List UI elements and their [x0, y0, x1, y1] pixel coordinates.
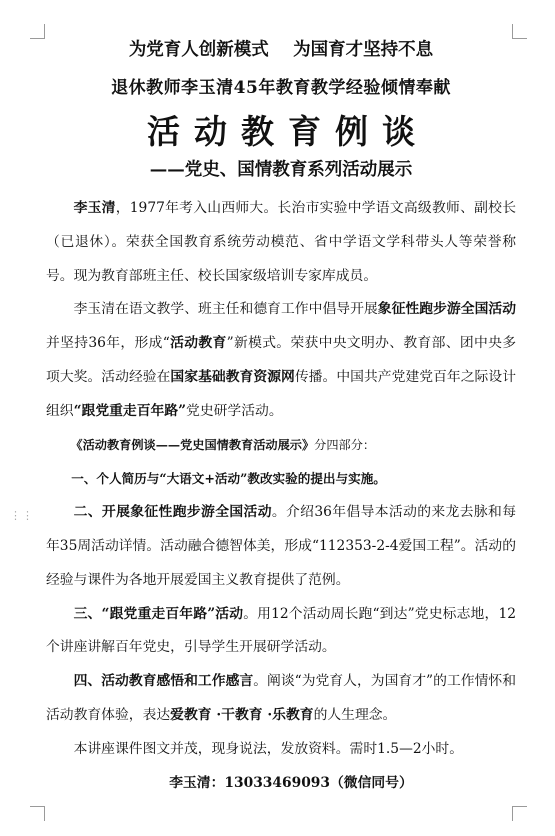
- crop-mark-top-right: [512, 24, 527, 39]
- document-page: [46, 38, 516, 800]
- achievements-bold-1: 象征性跑步游全国活动: [377, 301, 517, 318]
- part-4-text-1: 。阐谈“为党育人，为国育才”的工作情怀和活动教育体验，表达: [46, 673, 517, 723]
- achievements-text-1: 李玉清在语文教学、班主任和德育工作中倡导开展: [73, 301, 378, 318]
- drag-handle-icon[interactable]: ⋮⋮: [10, 509, 34, 522]
- part-3-heading: 三、“跟党重走百年路”活动: [73, 605, 244, 622]
- paragraph-bio: [46, 192, 516, 293]
- paragraph-part-3: [46, 598, 516, 666]
- achievements-text-5: 党史研学活动。: [186, 402, 283, 419]
- document-subtitle: ——党史、国情教育系列活动展示: [149, 160, 413, 180]
- document-title: 活动教育例谈: [147, 112, 429, 151]
- achievements-bold-2: 活动教育: [169, 335, 227, 352]
- achievements-text-2: 并坚持36年，形成“: [46, 335, 170, 352]
- paragraph-outline-intro: [46, 429, 516, 463]
- part-1-heading: 一、个人简历与“大语文+活动”教改实验的提出与实施。: [71, 471, 386, 487]
- crop-mark-bottom-right: [512, 806, 527, 821]
- outline-title: 《活动教育例谈——党史国情教育活动展示》: [70, 437, 315, 452]
- header-line-2: 退休教师李玉清45年教育教学经验倾情奉献: [111, 78, 451, 98]
- bio-text: ，1977年考入山西师大。长治市实验中学语文高级教师、副校长（已退休）。荣获全国教育系统劳动模范、省中学语文学科带头人等荣誉称号。现为教育部班主任、校长国家级培训专家库成员。: [46, 200, 516, 284]
- contact-info: 李玉清：13033469093（微信同号）: [169, 774, 413, 791]
- part-2-text: 。介绍36年倡导本活动的来龙去脉和每年35周活动详情。活动融合德智体美，形成“112353-2-4爱国工程”。活动的经验与课件为各地开展爱国主义教育提供了范例。: [46, 504, 516, 588]
- paragraph-part-1: [46, 462, 516, 496]
- header-line-1: 为党育人创新模式 为国育才坚持不息: [128, 40, 434, 60]
- lecture-note-text: 本讲座课件图文并茂，现身说法，发放资料。需时1.5—2小时。: [73, 740, 464, 757]
- crop-mark-top-left: [30, 24, 45, 39]
- paragraph-part-4: [46, 665, 516, 733]
- part-3-text: 。用12个活动周长跑“到达”党史标志地，12个讲座讲解百年党史，引导学生开展研学活动。: [46, 605, 517, 656]
- crop-mark-bottom-left: [30, 806, 45, 821]
- paragraph-achievements: [46, 293, 516, 428]
- achievements-text-3: ”新模式。荣获中央文明办、教育部、团中央多项大奖。活动经验在: [46, 335, 517, 385]
- achievements-text-4: 传播。中国共产党建党百年之际设计组织: [46, 368, 517, 419]
- part-2-heading: 二、开展象征性跑步游全国活动: [73, 504, 272, 521]
- paragraph-lecture-note: [46, 733, 516, 767]
- achievements-bold-4: “跟党重走百年路”: [73, 402, 187, 419]
- achievements-bold-3: 国家基础教育资源网: [170, 368, 295, 385]
- part-4-heading: 四、活动教育感悟和工作感言: [73, 673, 254, 690]
- paragraph-part-2: [46, 496, 516, 597]
- author-name: 李玉清: [73, 200, 116, 216]
- part-4-text-2: 的人生理念。: [313, 706, 397, 723]
- outline-intro-text: 分四部分：: [314, 437, 376, 452]
- part-4-motto: 爱教育 ·干教育 ·乐教育: [170, 706, 314, 723]
- document-body: [46, 192, 516, 767]
